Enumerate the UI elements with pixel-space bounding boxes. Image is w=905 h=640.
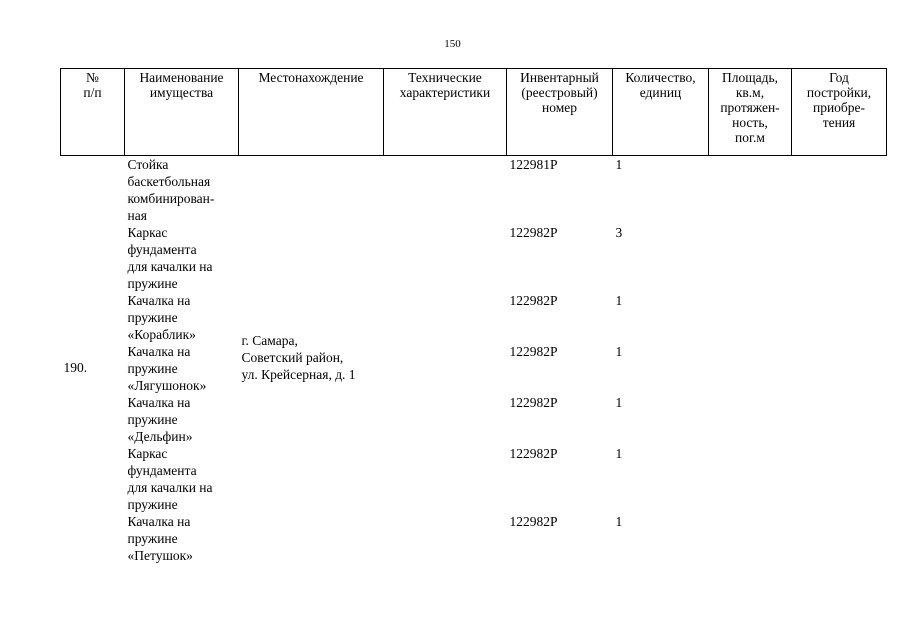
header-area: Площадь, кв.м, протяжен- ность, пог.м	[709, 69, 792, 156]
item-name: Стойка баскетбольная комбинирован- ная	[127, 157, 215, 223]
item-quantity: 1	[615, 446, 623, 461]
item-inventory-number: 122982Р	[509, 344, 558, 359]
item-quantity: 1	[615, 157, 623, 172]
header-inventory-number: Инвентарный (реестровый) номер	[507, 69, 613, 156]
table-header-row	[61, 69, 887, 156]
item-name: Каркас фундамента для качалки на пружине	[127, 225, 213, 291]
item-quantity: 1	[615, 395, 623, 410]
header-location: Местонахождение	[239, 69, 384, 156]
item-inventory-number: 122982Р	[509, 395, 558, 410]
item-name: Качалка на пружине «Дельфин»	[127, 395, 193, 444]
item-quantity: 1	[615, 293, 623, 308]
page-number: 150	[444, 38, 461, 50]
item-inventory-number: 122982Р	[509, 514, 558, 529]
item-name: Каркас фундамента для качалки на пружине	[127, 446, 213, 512]
header-name: Наименование имущества	[125, 69, 239, 156]
entry-year	[792, 156, 887, 565]
header-year: Год постройки, приобре- тения	[792, 69, 887, 156]
item-name: Качалка на пружине «Кораблик»	[127, 293, 196, 342]
item-quantity: 1	[615, 344, 623, 359]
entry-number: 190.	[63, 359, 88, 375]
table-row	[61, 156, 887, 225]
entry-tech-specs	[384, 156, 507, 565]
item-inventory-number: 122982Р	[509, 225, 558, 240]
item-inventory-number: 122982Р	[509, 446, 558, 461]
item-name: Качалка на пружине «Лягушонок»	[127, 344, 207, 393]
item-quantity: 1	[615, 514, 623, 529]
header-number: № п/п	[61, 69, 125, 156]
item-inventory-number: 122982Р	[509, 293, 558, 308]
property-register-table	[60, 68, 887, 564]
item-quantity: 3	[615, 225, 623, 240]
header-quantity: Количество, единиц	[613, 69, 709, 156]
entry-area	[709, 156, 792, 565]
item-name: Качалка на пружине «Петушок»	[127, 514, 193, 563]
header-tech-specs: Технические характеристики	[384, 69, 507, 156]
item-inventory-number: 122981Р	[509, 157, 558, 172]
entry-location: г. Самара, Советский район, ул. Крейсерная, д. 1	[241, 332, 356, 382]
